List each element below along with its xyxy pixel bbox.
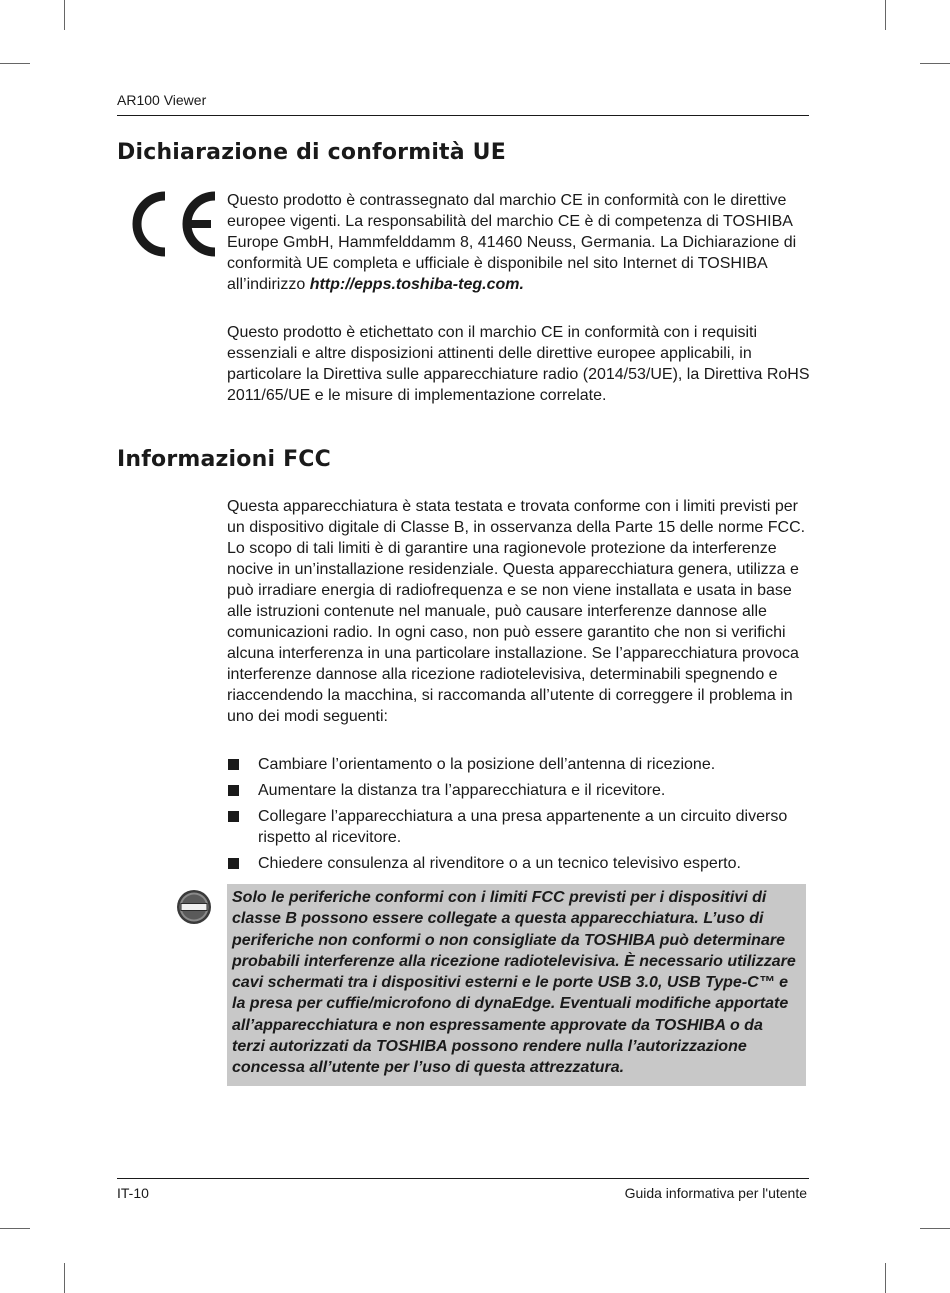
ce-paragraph-1-text: Questo prodotto è contrassegnato dal marchio CE in conformità con le direttive europee vigenti. La responsabilità del marchio CE è di competenza di TOSHIBA Europe GmbH, Hammfelddamm 8, 41460 Neuss, Germania. La Dichiarazione di conformità UE completa e ufficiale è disponibile nel sito Internet di TOSHIBA all’indirizzo: [227, 192, 797, 293]
note-text: Solo le periferiche conformi con i limiti FCC previsti per i dispositivi di classe B possono essere collegate a questa apparecchiatura. L’uso di periferiche non conformi o non consigliate da TOSHIBA può determinare probabili interferenze alla ricezione radiotelevisiva. È necessario utilizzare cavi schermati tra i dispositivi esterni e le porte USB 3.0, USB Type-C™ e la presa per cuffie/microfono di dynaEdge. Eventuali modifiche apportate all’apparecchiatura e non espressamente approvate da TOSHIBA o da terzi autorizzati da TOSHIBA possono rendere nulla l’autorizzazione concessa all’utente per l’uso di questa attrezzatura.: [232, 889, 796, 1077]
page-header: [117, 90, 809, 116]
square-bullet-icon: [228, 785, 239, 796]
fcc-section-title: Informazioni FCC: [117, 447, 331, 472]
fcc-warning-note: [227, 884, 806, 1086]
prohibited-icon: [176, 889, 212, 925]
square-bullet-icon: [228, 858, 239, 869]
ce-paragraph-2: Questo prodotto è etichettato con il marchio CE in conformità con i requisiti essenziali e altre disposizioni attinenti delle direttive europee applicabili, in particolare la Direttiva sulle apparecchiature radio (2014/53/UE), la Direttiva RoHS 2011/65/UE e le misure di implementazione correlate.: [227, 324, 810, 404]
fcc-paragraph: Questa apparecchiatura è stata testata e trovata conforme con i limiti previsti per un dispositivo digitale di Classe B, in osservanza della Parte 15 delle norme FCC. Lo scopo di tali limiti è di garantire una ragionevole protezione da interferenze nocive in un’installazione residenziale. Questa apparecchiatura genera, utilizza e può irradiare energia di radiofrequenza e se non viene installata e usata in base alle istruzioni contenute nel manuale, può causare interferenze dannose alle comunicazioni radio. In ogni caso, non può essere garantito che non si verifichi alcuna interferenza in una particolare installazione. Se l’apparecchiatura provoca interferenze dannose alla ricezione radiotelevisiva, determinabili spegnendo e riaccendendo la macchina, si raccomanda all’utente di correggere il problema in uno dei modi seguenti:: [227, 498, 806, 725]
bullet-text: Collegare l’apparecchiatura a una presa appartenente a un circuito diverso rispetto al ricevitore.: [258, 808, 788, 846]
crop-mark: [885, 0, 886, 30]
fcc-bullet-list: [227, 754, 812, 879]
crop-mark: [885, 1263, 886, 1293]
ce-section-title: Dichiarazione di conformità UE: [117, 140, 506, 165]
ce-paragraph-1: [227, 190, 812, 295]
crop-mark: [64, 0, 65, 30]
toshiba-url-link[interactable]: http://epps.toshiba-teg.com.: [309, 276, 524, 293]
bullet-text: Cambiare l’orientamento o la posizione dell’antenna di ricezione.: [258, 756, 716, 773]
crop-mark: [0, 63, 30, 64]
crop-mark: [920, 1228, 950, 1229]
list-item: [227, 806, 812, 848]
crop-mark: [0, 1228, 30, 1229]
bullet-text: Aumentare la distanza tra l’apparecchiatura e il ricevitore.: [258, 782, 666, 799]
list-item: [227, 780, 812, 801]
footer-title: Guida informativa per l'utente: [624, 1185, 807, 1201]
list-item: [227, 853, 812, 874]
ce-mark-icon: [125, 190, 217, 258]
crop-mark: [920, 63, 950, 64]
page-number: IT-10: [117, 1185, 149, 1201]
square-bullet-icon: [228, 759, 239, 770]
bullet-text: Chiedere consulenza al rivenditore o a un tecnico televisivo esperto.: [258, 855, 741, 872]
crop-mark: [64, 1263, 65, 1293]
list-item: [227, 754, 812, 775]
page-footer: [117, 1178, 809, 1209]
square-bullet-icon: [228, 811, 239, 822]
header-title: AR100 Viewer: [117, 92, 207, 108]
